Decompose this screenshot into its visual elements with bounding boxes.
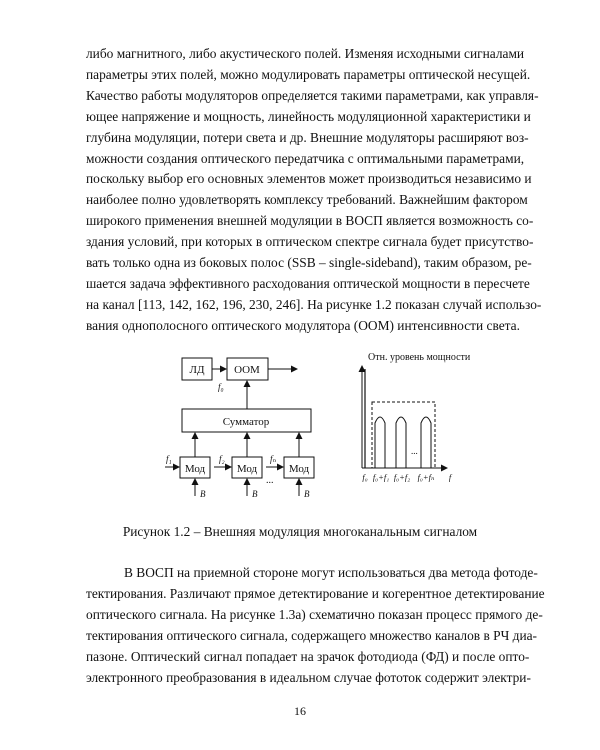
text-line: широкого применения внешней модуляции в ВОСП является возможность со-: [86, 213, 534, 229]
text-line: поскольку выбор его основных элементов может производиться независимо и: [86, 171, 532, 187]
text-line: вать только одна из боковых полос (SSB – single-sideband), таким образом, ре-: [86, 255, 532, 271]
text-line: Качество работы модуляторов определяется такими параметрами, как управля-: [86, 87, 539, 103]
text-line: оптического сигнала. На рисунке 1.3а) схематично показан процесс прямого де-: [86, 606, 543, 622]
text-line: либо магнитного, либо акустического полей. Изменяя исходными сигналами: [86, 46, 525, 61]
text-line: электронного преобразования в идеальном случае фототок содержит электри-: [86, 669, 531, 685]
spectrum-xlabel: f: [448, 472, 452, 482]
text-line: наиболее полно удовлетворять комплексу требований. Важнейшим фактором: [86, 192, 528, 208]
text-line: глубина модуляции, потери света и др. Внешние модуляторы расширяют воз-: [86, 129, 529, 145]
mod-label-n: Мод: [288, 463, 310, 475]
f0-label: f₀: [218, 382, 224, 392]
page-number: 16: [294, 704, 306, 718]
mod-ellipsis: ...: [266, 475, 274, 486]
sideband-envelope: [372, 402, 435, 468]
text-line: здания условий, при которых в оптическом спектре сигнала будет присутство-: [86, 234, 534, 250]
text-line: ющее напряжение и мощность, линейность модуляционной характеристики и: [86, 108, 531, 124]
summator-label: Сумматор: [222, 416, 270, 428]
text-line: В ВОСП на приемной стороне могут использоваться два метода фотоде-: [124, 565, 538, 580]
tick-f0-fn: f₀+fₙ: [417, 472, 435, 482]
text-line: на канал [113, 142, 162, 196, 230, 246]. На рисунке 1.2 показан случай использо-: [86, 296, 542, 312]
paragraph-1: [86, 44, 542, 337]
sideband-peak-2: [396, 417, 406, 468]
spectrum-ylabel: Отн. уровень мощности: [368, 352, 471, 363]
b-label-2: B: [252, 489, 258, 499]
text-line: параметры этих полей, можно модулировать параметры оптической несущей.: [86, 66, 531, 82]
tick-f0-f2: f₀+f₂: [393, 472, 411, 482]
spectrum-ellipsis: ...: [411, 446, 418, 456]
sideband-peak-n: [421, 417, 431, 468]
b-label-1: B: [200, 489, 206, 499]
sideband-peak-1: [375, 417, 385, 468]
f2-label: f₂: [219, 454, 225, 464]
oom-label: ООМ: [234, 364, 260, 376]
text-line: можности создания оптического передатчика с оптимальными параметрами,: [86, 150, 525, 166]
tick-f0: f₀: [362, 472, 368, 482]
ld-label: ЛД: [189, 364, 205, 376]
f1-label: f₁: [166, 454, 172, 464]
text-line: шается задача эффективного расходования оптической мощности в пересчете: [86, 275, 530, 291]
paragraph-2: [86, 563, 545, 688]
text-line: тектирования оптического сигнала, содержащего множество каналов в РЧ диа-: [86, 627, 538, 643]
mod-label-1: Мод: [184, 463, 206, 475]
b-label-n: B: [304, 489, 310, 499]
figure-caption: Рисунок 1.2 – Внешняя модуляция многоканальным сигналом: [122, 524, 478, 539]
fn-label: fₙ: [270, 454, 277, 464]
figure-1-2: [0, 348, 600, 508]
mod-label-2: Мод: [236, 463, 258, 475]
spectrum-plot: [362, 366, 447, 468]
text-line: вания однополосного оптического модулятора (ООМ) интенсивности света.: [86, 317, 520, 333]
tick-f0-f1: f₀+f₁: [372, 472, 390, 482]
text-line: тектирования. Различают прямое детектирование и когерентное детектирование: [86, 585, 545, 601]
text-line: пазоне. Оптический сигнал попадает на зрачок фотодиода (ФД) и после опто-: [86, 648, 530, 664]
